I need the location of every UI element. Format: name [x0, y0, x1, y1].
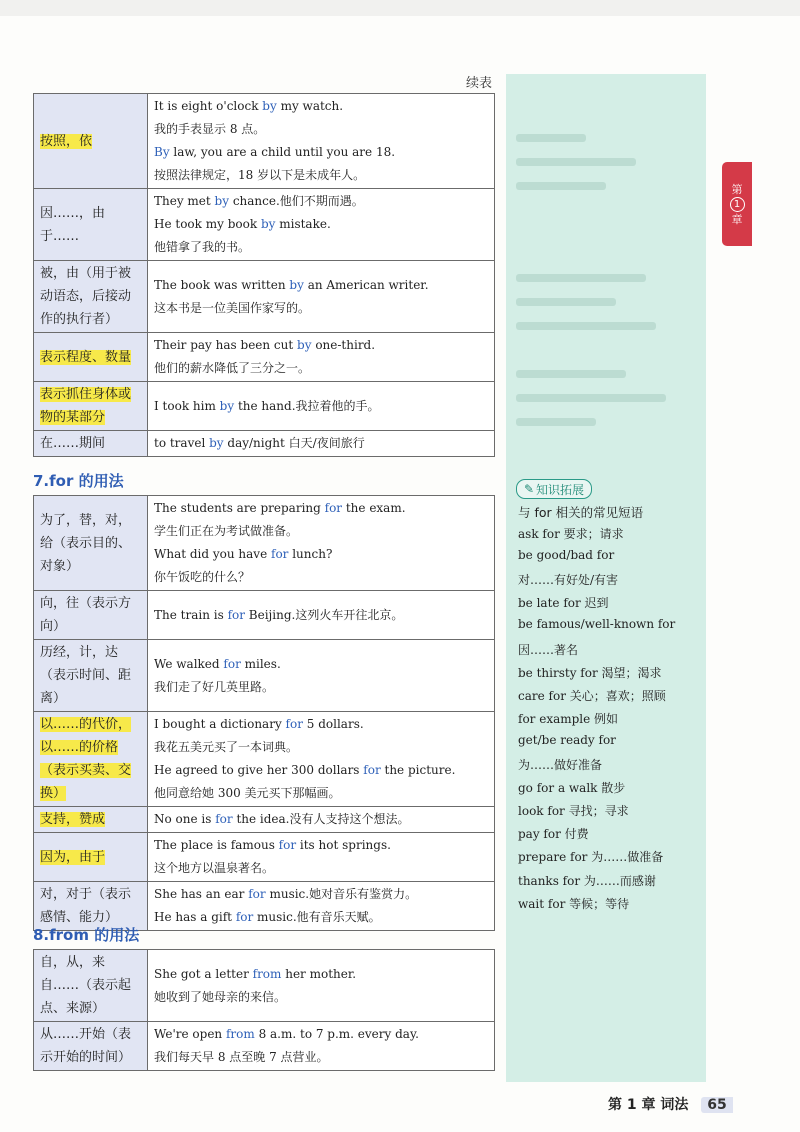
example-line: [154, 963, 488, 986]
usage-label: 向，往（表示方向）: [40, 596, 132, 634]
usage-label-cell: [34, 833, 148, 882]
example-text: No one is: [154, 812, 216, 826]
example-text-rest: my watch.: [276, 99, 344, 113]
example-text: We're open: [154, 1027, 226, 1041]
table-row: [34, 591, 495, 640]
example-line: [154, 857, 488, 880]
keyword: for: [363, 763, 381, 777]
usage-label-cell: [34, 189, 148, 261]
keyword: By: [154, 145, 170, 159]
table-row: [34, 833, 495, 882]
usage-label: 支持，赞成: [40, 812, 106, 827]
example-line: [154, 357, 488, 380]
example-line: [154, 497, 488, 520]
keyword: by: [262, 99, 277, 113]
table-row: [34, 807, 495, 833]
chapter-tab-bottom: 章: [731, 212, 743, 226]
usage-label: 以……的代价，以……的价格（表示买卖、交换）: [40, 717, 132, 801]
example-text-rest: music.他有音乐天赋。: [253, 910, 381, 924]
from-usage-table: [33, 949, 495, 1071]
usage-label: 为了，替，对，给（表示目的、对象）: [40, 512, 132, 574]
keyword: by: [297, 338, 312, 352]
example-text: The book was written: [154, 277, 290, 292]
usage-label-cell: [34, 333, 148, 382]
example-line: [154, 604, 488, 627]
example-line: [154, 297, 488, 320]
example-text: 我们每天早 8 点至晚 7 点营业。: [154, 1050, 329, 1064]
page-footer: [608, 1094, 733, 1114]
example-line: [154, 883, 488, 906]
usage-label: 对，对于（表示感情、能力）: [40, 887, 132, 925]
example-text: 我花五美元买了一本词典。: [154, 740, 299, 754]
example-text: 这本书是一位美国作家写的。: [154, 300, 311, 315]
table-row: [34, 496, 495, 591]
table-row: [34, 431, 495, 457]
example-text-rest: miles.: [240, 656, 281, 671]
example-line: [154, 1046, 488, 1069]
example-line: [154, 808, 488, 831]
usage-label-cell: [34, 712, 148, 807]
example-text: He has a gift: [154, 910, 236, 924]
keyword: for: [227, 607, 245, 622]
example-text-rest: one-third.: [311, 338, 376, 352]
example-text: The train is: [154, 607, 228, 622]
example-text: The place is famous: [154, 838, 279, 852]
knowledge-extension-heading: 与 for 相关的常见短语: [518, 505, 644, 520]
example-line: [154, 334, 488, 357]
example-line: [154, 164, 488, 187]
example-text: We walked: [154, 656, 224, 671]
section-title-for: 7.for 的用法: [33, 472, 124, 490]
example-text: 她收到了她母亲的来信。: [154, 989, 287, 1004]
example-cell: [148, 333, 495, 382]
example-text-rest: 8 a.m. to 7 p.m. every day.: [254, 1027, 419, 1041]
example-line: [154, 906, 488, 929]
example-text: He agreed to give her 300 dollars: [154, 763, 364, 777]
usage-label-cell: [34, 1022, 148, 1071]
example-line: [154, 543, 488, 566]
example-line: [154, 141, 488, 164]
example-cell: [148, 640, 495, 712]
usage-label-cell: [34, 496, 148, 591]
scan-top-margin: [0, 0, 800, 16]
example-cell: [148, 712, 495, 807]
example-line: [154, 566, 488, 589]
chapter-tab-number: 1: [730, 197, 745, 212]
continued-label: 续表: [466, 76, 493, 91]
faint-text-line: [516, 418, 596, 426]
example-text: 你午饭吃的什么？: [154, 570, 251, 584]
example-text-rest: the hand.我拉着他的手。: [234, 398, 380, 413]
phrase-item: pay for 付费: [518, 827, 589, 842]
example-line: [154, 432, 488, 455]
example-text-rest: the exam.: [342, 501, 406, 515]
example-text-rest: the picture.: [380, 763, 456, 777]
example-text-rest: law, you are a child until you are 18.: [169, 145, 396, 159]
example-line: [154, 782, 488, 805]
chapter-tab-top: 第: [731, 182, 743, 196]
example-line: [154, 95, 488, 118]
footer-chapter: 第 1 章: [608, 1097, 656, 1113]
example-text: She got a letter: [154, 966, 253, 981]
table-row: [34, 1022, 495, 1071]
knowledge-extension-badge: [516, 479, 592, 499]
phrase-item: be good/bad for: [518, 548, 615, 563]
example-text: The students are preparing: [154, 501, 325, 515]
keyword: for: [324, 501, 343, 515]
phrase-item: thanks for 为……而感谢: [518, 873, 656, 888]
phrase-item: wait for 等候；等待: [518, 896, 630, 911]
example-line: [154, 736, 488, 759]
example-text-rest: 5 dollars.: [302, 717, 364, 731]
example-line: [154, 1023, 488, 1046]
example-text: to travel: [154, 436, 210, 450]
keyword: for: [248, 887, 266, 901]
usage-label-cell: [34, 261, 148, 333]
faint-text-line: [516, 158, 636, 166]
phrase-item: be late for 迟到: [518, 596, 609, 611]
example-cell: [148, 261, 495, 333]
example-cell: [148, 189, 495, 261]
usage-label-cell: [34, 640, 148, 712]
keyword: by: [289, 277, 304, 292]
example-text: She has an ear: [154, 887, 249, 901]
keyword: for: [235, 910, 254, 924]
usage-label-cell: [34, 807, 148, 833]
phrase-item: be famous/well-known for: [518, 617, 676, 632]
knowledge-extension-label: 知识拓展: [536, 482, 585, 497]
example-text: I took him: [154, 398, 220, 413]
page-number: 65: [701, 1097, 732, 1113]
example-text-rest: Beijing.这列火车开往北京。: [244, 607, 404, 622]
table-row: [34, 950, 495, 1022]
example-text-rest: an American writer.: [303, 277, 429, 292]
footer-title: 词法: [660, 1097, 689, 1113]
example-text: 学生们正在为考试做准备。: [154, 524, 299, 538]
table-row: [34, 640, 495, 712]
phrase-item: 对……有好处/有害: [518, 573, 619, 588]
example-cell: [148, 833, 495, 882]
example-text: Their pay has been cut: [154, 338, 298, 352]
phrase-item: prepare for 为……做准备: [518, 850, 664, 865]
usage-label: 自，从，来自……（表示起点、来源）: [40, 955, 132, 1016]
example-line: [154, 759, 488, 782]
usage-label-cell: [34, 591, 148, 640]
by-usage-table: [33, 93, 495, 457]
faint-text-line: [516, 322, 656, 330]
example-cell: [148, 496, 495, 591]
example-cell: [148, 94, 495, 189]
example-text: 他同意给她 300 美元买下那幅画。: [154, 786, 341, 800]
table-row: [34, 189, 495, 261]
faint-text-line: [516, 394, 666, 402]
example-text-rest: music.她对音乐有鉴赏力。: [265, 887, 418, 901]
example-text: 他错拿了我的书。: [154, 240, 251, 254]
example-line: [154, 274, 488, 297]
keyword: by: [260, 217, 276, 231]
example-cell: [148, 591, 495, 640]
usage-label-cell: [34, 94, 148, 189]
for-usage-table: [33, 495, 495, 931]
example-text-rest: chance.他们不期而遇。: [229, 194, 364, 208]
usage-label: 因……，由于……: [40, 205, 106, 244]
example-cell: [148, 950, 495, 1022]
table-row: [34, 94, 495, 189]
phrase-item: go for a walk 散步: [518, 781, 626, 796]
phrase-item: ask for 要求；请求: [518, 527, 624, 541]
keyword: for: [271, 547, 289, 561]
lightbulb-icon: ✎: [523, 482, 535, 496]
phrase-item: be thirsty for 渴望；渴求: [518, 665, 662, 680]
usage-label: 从……开始（表示开始的时间）: [40, 1027, 132, 1065]
example-text: What did you have: [154, 547, 271, 561]
table-row: [34, 261, 495, 333]
faint-text-line: [516, 274, 646, 282]
phrase-item: get/be ready for: [518, 732, 616, 747]
table-row: [34, 333, 495, 382]
usage-label: 在……期间: [40, 436, 106, 451]
example-text: I bought a dictionary: [154, 717, 286, 731]
keyword: for: [215, 812, 233, 826]
example-text: It is eight o'clock: [154, 99, 263, 113]
phrase-item: look for 寻找；寻求: [518, 804, 629, 819]
example-line: [154, 118, 488, 141]
chapter-tab[interactable]: [722, 162, 752, 246]
section-title-from: 8.from 的用法: [33, 926, 140, 944]
keyword: by: [209, 436, 224, 450]
usage-label: 历经，计，达（表示时间、距离）: [40, 645, 132, 706]
usage-label-cell: [34, 382, 148, 431]
example-text-rest: day/night 白天/夜间旅行: [223, 436, 365, 450]
usage-label: 表示程度、数量: [40, 349, 132, 365]
usage-label: 被，由（用于被动语态，后接动作的执行者）: [40, 266, 132, 327]
example-text: 按照法律规定，18 岁以下是未成年人。: [154, 168, 366, 182]
example-line: [154, 713, 488, 736]
example-line: [154, 834, 488, 857]
example-text-rest: its hot springs.: [296, 838, 391, 852]
example-text-rest: mistake.: [275, 217, 331, 231]
example-text: 我的手表显示 8 点。: [154, 122, 266, 136]
keyword: for: [278, 838, 297, 852]
example-cell: [148, 882, 495, 931]
keyword: by: [219, 398, 235, 413]
example-line: [154, 190, 488, 213]
example-cell: [148, 382, 495, 431]
phrase-item: 为……做好准备: [518, 758, 603, 772]
faint-text-line: [516, 134, 586, 142]
keyword: for: [223, 656, 241, 671]
table-row: [34, 382, 495, 431]
usage-label-cell: [34, 431, 148, 457]
example-line: [154, 986, 488, 1009]
example-cell: [148, 1022, 495, 1071]
usage-label-cell: [34, 950, 148, 1022]
example-text-rest: the idea.没有人支持这个想法。: [232, 812, 410, 826]
example-line: [154, 395, 488, 418]
example-text: 这个地方以温泉著名。: [154, 861, 275, 875]
keyword: by: [214, 194, 230, 208]
example-text: They met: [154, 194, 215, 208]
example-line: [154, 676, 488, 699]
example-text: He took my book: [154, 217, 261, 231]
example-line: [154, 520, 488, 543]
phrase-item: for example 例如: [518, 711, 619, 726]
phrase-item: 因……著名: [518, 642, 579, 657]
example-cell: [148, 807, 495, 833]
example-cell: [148, 431, 495, 457]
phrase-item: care for 关心；喜欢；照顾: [518, 688, 666, 703]
example-line: [154, 213, 488, 236]
example-text-rest: her mother.: [281, 966, 357, 981]
keyword: from: [225, 1027, 255, 1041]
table-row: [34, 712, 495, 807]
example-text: 我们走了好几英里路。: [154, 679, 275, 694]
keyword: for: [285, 717, 303, 731]
usage-label: 表示抓住身体或物的某部分: [40, 387, 132, 425]
example-text: 他们的薪水降低了三分之一。: [154, 361, 311, 375]
faint-text-line: [516, 298, 616, 306]
example-line: [154, 653, 488, 676]
keyword: from: [252, 966, 282, 981]
faint-text-line: [516, 370, 626, 378]
usage-label: 因为，由于: [40, 849, 106, 865]
example-text-rest: lunch?: [288, 547, 333, 561]
usage-label: 按照，依: [40, 133, 93, 149]
faint-text-line: [516, 182, 606, 190]
example-line: [154, 236, 488, 259]
